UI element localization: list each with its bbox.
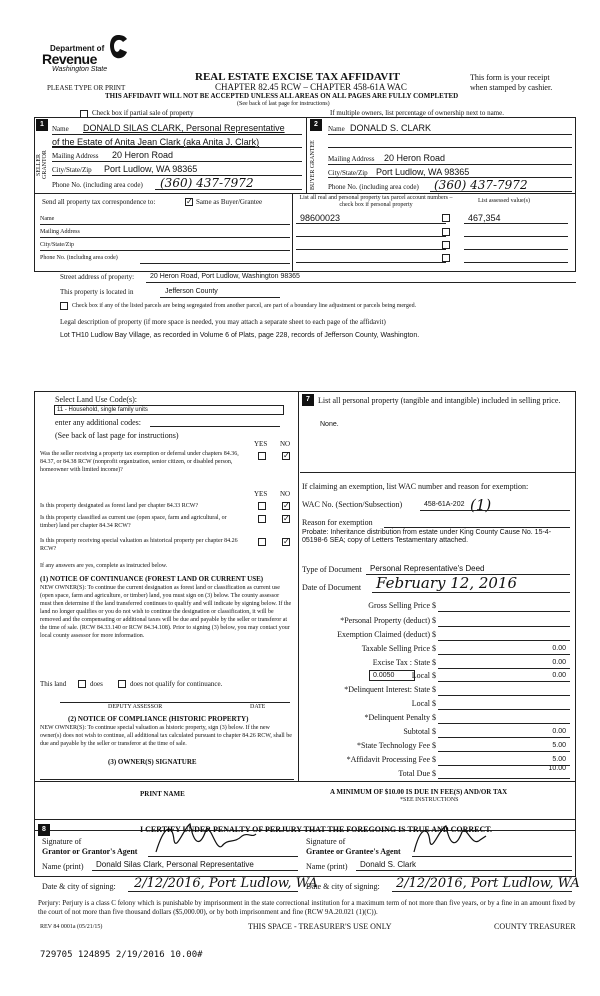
calc-tech-fee-label: *State Technology Fee $ (356, 741, 436, 750)
calc-personal-label: *Personal Property (deduct) $ (340, 616, 436, 625)
calc-delinq-local-label: Local $ (411, 699, 436, 708)
seller-address[interactable]: 20 Heron Road (112, 150, 174, 160)
same-as-buyer-checkbox[interactable]: ✓ (186, 197, 193, 206)
question-current-use: Is this property classified as current use (open space, farm and agricultural, or timber) land per chapter 84.34 RCW? (40, 515, 227, 529)
section-7-badge: 7 (302, 394, 314, 406)
land-does-checkbox[interactable] (78, 680, 86, 688)
land-does-not-checkbox[interactable] (118, 680, 126, 688)
section-1-badge: 1 (36, 119, 48, 131)
q1-no-checkbox[interactable]: ✓ (283, 451, 290, 460)
q2-no-checkbox[interactable]: ✓ (283, 501, 290, 510)
deputy-assessor-label: DEPUTY ASSESSOR (108, 704, 163, 710)
calc-affidavit-fee-value[interactable]: 5.00 (552, 756, 566, 763)
if-yes-note: If any answers are yes, complete as instructed below. (40, 563, 168, 569)
seller-phone[interactable]: (360) 437-7972 (160, 176, 254, 190)
parcel-1-personal-checkbox[interactable] (442, 214, 450, 222)
buyer-phone[interactable]: (360) 437-7972 (434, 178, 528, 192)
land-use-code-select[interactable]: 11 - Household, single family units (54, 405, 284, 415)
section-8-badge: 8 (38, 824, 50, 836)
owner-signature-label: (3) OWNER(S) SIGNATURE (108, 758, 197, 766)
buyer-side-label: BUYER GRANTEE (310, 140, 316, 190)
local-rate[interactable]: 0.0050 (369, 670, 415, 681)
minimum-due-note: A MINIMUM OF $10.00 IS DUE IN FEE(S) AND/OR TAX (330, 788, 508, 796)
calc-subtotal-value[interactable]: 0.00 (552, 728, 566, 735)
calc-exemption-label: Exemption Claimed (deduct) $ (337, 630, 436, 639)
doc-type[interactable]: Personal Representative's Deed (370, 564, 485, 573)
segregated-checkbox[interactable] (60, 302, 68, 310)
q4-yes-checkbox[interactable] (258, 538, 266, 546)
calc-state-tax-value[interactable]: 0.00 (552, 659, 566, 666)
parcel-2-personal-checkbox[interactable] (442, 228, 450, 236)
form-revision: REV 84 0001a (05/21/15) (40, 924, 103, 930)
grantor-date-city[interactable]: 2/12/2016, Port Ludlow, WA (134, 876, 318, 891)
notice-compliance-text: NEW OWNER(S): To continue special valuation as historic property, sign (3) below. If the new owner(s) does not wish to continue, all additional tax calculated pursuant to chapter 84.26 RCW, shall be due and payable by the seller or transferor at the time of sale. (40, 725, 292, 747)
calc-affidavit-fee-label: *Affidavit Processing Fee $ (346, 755, 436, 764)
q2-yes-checkbox[interactable] (258, 502, 266, 510)
seller-name-line2[interactable]: of the Estate of Anita Jean Clark (aka Anita J. Clark) (52, 137, 260, 147)
partial-sale-label: Check box if partial sale of property (92, 109, 194, 117)
section-2-badge: 2 (310, 119, 322, 131)
grantee-print-name[interactable]: Donald S. Clark (360, 860, 417, 869)
deputy-date-label: DATE (250, 704, 266, 710)
logo-line1: Department of (50, 44, 105, 53)
not-accepted-notice: THIS AFFIDAVIT WILL NOT BE ACCEPTED UNLESS ALL AREAS ON ALL PAGES ARE FULLY COMPLETED (105, 92, 459, 100)
parcel-number[interactable]: 98600023 (300, 213, 341, 223)
receipt-line2: when stamped by cashier. (470, 83, 553, 92)
calc-gross-label: Gross Selling Price $ (368, 601, 436, 610)
print-name-label: PRINT NAME (140, 790, 185, 798)
doc-date[interactable]: February 12, 2016 (376, 574, 518, 592)
street-label: Street address of property: (60, 273, 135, 281)
grantee-agent-label: Grantee or Grantee's Agent (306, 847, 401, 856)
doc-date-label: Date of Document (302, 583, 362, 592)
notice-continuance-text: NEW OWNER(S): To continue the current designation as forest land or classification as current use (open space, farm and agriculture, or timber) land, you must sign on (3) below. The county assessor must then determine if the land transferred continues to qualify and will indicate by signing below. If the land no longer qualifies or you do not wish to continue the designation or classification, it will be removed and the compensating or additional taxes will be due and payable by the seller or transferor at the time of sale. (RCW 84.33.140 or RCW 84.34.108). Prior to signing (3) below, you may contact your local county assessor for more information. (40, 585, 292, 639)
personal-property-label: List all personal property (tangible and intangible) included in selling price. (318, 396, 561, 405)
reason-label: Reason for exemption (302, 518, 373, 527)
land-use-see-back: (See back of last page for instructions) (55, 431, 179, 440)
logo-line2: Revenue (42, 51, 97, 67)
question-forest-land: Is this property designated as forest land per chapter 84.33 RCW? (40, 503, 199, 509)
exemption-reason[interactable]: Probate: Inheritance distribution from estate under King County Cause No. 15-4-05198-6 SEA; copy of Letters Testamentary attached. (302, 529, 552, 544)
grantee-date-city[interactable]: 2/12/2016, Port Ludlow, WA (396, 876, 580, 891)
calc-delinq-state-label: *Delinquent Interest: State $ (344, 685, 436, 694)
grantor-signature[interactable] (150, 818, 260, 860)
grantor-print-name[interactable]: Donald Silas Clark, Personal Representative (96, 860, 254, 869)
q3-no-checkbox[interactable]: ✓ (283, 514, 290, 523)
certify-statement: I CERTIFY UNDER PENALTY OF PERJURY THAT THE FOREGOING IS TRUE AND CORRECT. (140, 825, 493, 834)
question-exemption: Was the seller receiving a property tax exemption or deferral under chapters 84.36, 84.37, or 84.38 RCW (nonprofit organization, senior citizen, or disabled person, homeowner with limited income)? (40, 451, 239, 473)
multiple-owners-note: If multiple owners, list percentage of ownership next to name. (330, 109, 504, 117)
calc-tech-fee-value[interactable]: 5.00 (552, 742, 566, 749)
seller-name-line1[interactable]: DONALD SILAS CLARK, Personal Representative (83, 123, 285, 133)
land-use-label: Select Land Use Code(s): (55, 395, 137, 404)
exemption-label: If claiming an exemption, list WAC number and reason for exemption: (302, 482, 529, 491)
treasurer-space: THIS SPACE - TREASURER'S USE ONLY (248, 922, 392, 931)
please-type: PLEASE TYPE OR PRINT (47, 84, 126, 92)
assessed-value[interactable]: 467,354 (468, 213, 501, 223)
buyer-address[interactable]: 20 Heron Road (384, 153, 446, 163)
legal-label: Legal description of property (if more space is needed, you may attach a separate sheet to each page of the affidavit) (60, 318, 386, 326)
calc-total-value[interactable]: 10.00 (548, 765, 566, 772)
grantee-signature[interactable] (410, 818, 490, 860)
county[interactable]: Jefferson County (165, 288, 218, 295)
calc-local-label: Local $ (411, 671, 436, 680)
notice-compliance-title: (2) NOTICE OF COMPLIANCE (HISTORIC PROPERTY) (68, 715, 249, 723)
parcel-4-personal-checkbox[interactable] (442, 254, 450, 262)
assessed-header: List assessed value(s) (478, 198, 530, 204)
located-label: This property is located in (60, 288, 134, 296)
logo-line3: Washington State (52, 66, 108, 73)
wac-subsection-handwritten: (1) (470, 496, 492, 514)
calc-local-value[interactable]: 0.00 (552, 672, 566, 679)
tax-corr-label: Send all property tax correspondence to: (42, 198, 156, 206)
additional-codes-label: enter any additional codes: (55, 418, 141, 427)
calc-total-label: Total Due $ (398, 769, 436, 778)
see-back-note: (See back of last page for instructions) (237, 101, 330, 107)
recording-stamp: 729705 124895 2/19/2016 10.00# (40, 950, 203, 960)
seller-city[interactable]: Port Ludlow, WA 98365 (104, 164, 198, 174)
legal-description[interactable]: Lot TH10 Ludlow Bay Village, as recorded in Volume 6 of Plats, page 228, records of Jefferson County, Washington. (60, 332, 420, 339)
q1-yes-checkbox[interactable] (258, 452, 266, 460)
wac-number[interactable]: 458-61A-202 (424, 501, 465, 508)
calc-subtotal-label: Subtotal $ (403, 727, 436, 736)
q4-no-checkbox[interactable]: ✓ (283, 537, 290, 546)
grantor-agent-label: Grantor or Grantor's Agent (42, 847, 138, 856)
calc-taxable-value[interactable]: 0.00 (552, 645, 566, 652)
question-historic: Is this property receiving special valuation as historical property per chapter 84.26 RCW? (40, 538, 238, 552)
buyer-name[interactable]: DONALD S. CLARK (350, 123, 432, 133)
see-instructions-note: *SEE INSTRUCTIONS (400, 797, 459, 803)
doc-type-label: Type of Document (302, 565, 362, 574)
parcels-header: List all real and personal property tax parcel account numbers – check box if personal property (299, 195, 453, 208)
notice-continuance-title: (1) NOTICE OF CONTINUANCE (FOREST LAND OR CURRENT USE) (40, 575, 264, 583)
q3-yes-checkbox[interactable] (258, 515, 266, 523)
form-chapter: CHAPTER 82.45 RCW – CHAPTER 458-61A WAC (215, 82, 407, 92)
receipt-line1: This form is your receipt (470, 73, 550, 82)
seller-side-label: SELLER GRANTOR (36, 150, 48, 180)
perjury-notice: Perjury: Perjury is a class C felony which is punishable by imprisonment in the state correctional institution for a maximum term of not more than five years, or by a fine in an amount fixed by the court of not more than five thousand dollars ($5,000.00), or by both imprisonment and fine (RCW 9A.20.021 (1)(C)). (38, 899, 576, 916)
county-treasurer: COUNTY TREASURER (494, 922, 576, 931)
parcel-3-personal-checkbox[interactable] (442, 241, 450, 249)
segregated-label: Check box if any of the listed parcels are being segregated from another parcel, are part of a boundary line adjustment or parcels being merged. (72, 303, 417, 309)
form-title: REAL ESTATE EXCISE TAX AFFIDAVIT (195, 71, 400, 83)
calc-penalty-label: *Delinquent Penalty $ (364, 713, 436, 722)
calc-state-tax-label: Excise Tax : State $ (372, 658, 436, 667)
buyer-city[interactable]: Port Ludlow, WA 98365 (376, 167, 470, 177)
same-as-buyer-label: Same as Buyer/Grantee (196, 198, 263, 206)
revenue-logo-icon (106, 32, 130, 62)
wac-label: WAC No. (Section/Subsection) (302, 500, 403, 509)
street-address[interactable]: 20 Heron Road, Port Ludlow, Washington 98365 (150, 273, 300, 280)
personal-property-value[interactable]: None. (320, 421, 339, 428)
calc-taxable-label: Taxable Selling Price $ (361, 644, 436, 653)
